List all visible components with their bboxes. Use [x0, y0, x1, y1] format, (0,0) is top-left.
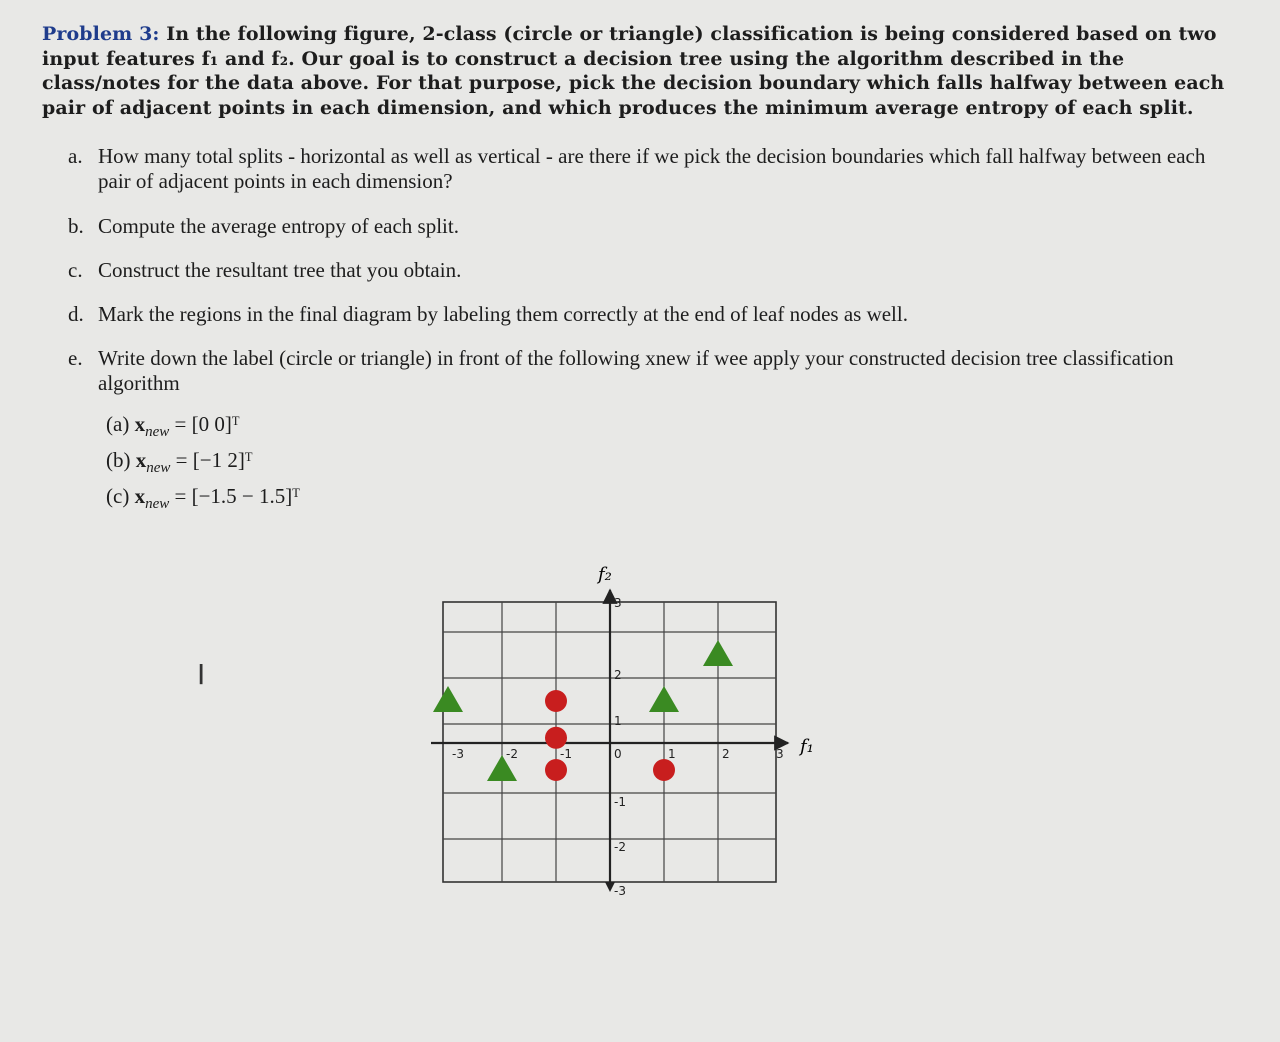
x-new-var: x: [135, 448, 147, 472]
question-text: Compute the average entropy of each split.: [98, 214, 459, 238]
subquestion-expr: = [−1 2]ᵀ: [175, 448, 253, 472]
x-new-subscript: new: [146, 460, 171, 477]
triangle-point: [649, 686, 679, 712]
question-text: Mark the regions in the final diagram by labeling them correctly at the end of leaf nodes as well.: [98, 302, 908, 326]
triangle-point: [703, 640, 733, 666]
question-letter: a.: [68, 144, 83, 168]
circle-point: [653, 759, 675, 781]
x-tick-label: 1: [668, 747, 676, 761]
question-text: How many total splits - horizontal as well as vertical - are there if we pick the decision boundaries which fall halfway between each pair of adjacent points in each dimension?: [98, 144, 1206, 193]
y-tick-label: 1: [614, 714, 622, 728]
circle-point: [545, 690, 567, 712]
question-letter: c.: [68, 258, 83, 282]
question-letter: e.: [68, 346, 83, 370]
subquestion-label: (c): [106, 484, 130, 508]
x-new-var: x: [134, 412, 146, 436]
tick-labels: [452, 564, 814, 898]
subquestion-expr: = [−1.5 − 1.5]ᵀ: [174, 484, 300, 508]
axes: [431, 590, 788, 892]
text-cursor-icon: I: [197, 658, 206, 691]
y-tick-label: 3: [614, 596, 622, 610]
y-tick-label: 2: [614, 668, 622, 682]
triangle-point: [433, 686, 463, 712]
x-tick-label: -3: [452, 747, 464, 761]
y-tick-label: -1: [614, 795, 626, 809]
problem-intro: In the following figure, 2-class (circle or triangle) classification is being considered based on two input features f₁ and f₂. Our goal is to construct a decision tree using the algorithm described in the class/notes for the data above. For that purpose, pick the decision boundary which falls halfway between each pair of adjacent points in each dimension, and which produces the minimum average entropy of each split.: [42, 23, 1225, 119]
subquestion-label: (a): [106, 412, 130, 436]
subquestion-expr: = [0 0]ᵀ: [174, 412, 240, 436]
circle-point: [545, 759, 567, 781]
x-new-var: x: [134, 484, 146, 508]
question-text: Write down the label (circle or triangle) in front of the following xnew if wee apply your constructed decision tree classification algorithm: [98, 346, 1174, 395]
question-letter: d.: [68, 302, 84, 326]
x-tick-label: 3: [776, 747, 784, 761]
x-new-subscript: new: [145, 424, 170, 441]
circle-point: [545, 727, 567, 749]
question-letter: b.: [68, 214, 84, 238]
x-axis-label: f₁: [800, 736, 814, 757]
x-new-subscript: new: [145, 496, 170, 513]
y-axis-label: f₂: [598, 564, 612, 585]
x-tick-label: 2: [722, 747, 730, 761]
x-tick-label: -1: [560, 747, 572, 761]
x-tick-label: -2: [506, 747, 518, 761]
data-points: [433, 640, 733, 781]
question-text: Construct the resultant tree that you obtain.: [98, 258, 462, 282]
problem-label: Problem 3:: [42, 23, 160, 45]
subquestion-label: (b): [106, 448, 131, 472]
y-tick-label: -3: [614, 884, 626, 898]
x-tick-label: 0: [614, 747, 622, 761]
y-tick-label: -2: [614, 840, 626, 854]
